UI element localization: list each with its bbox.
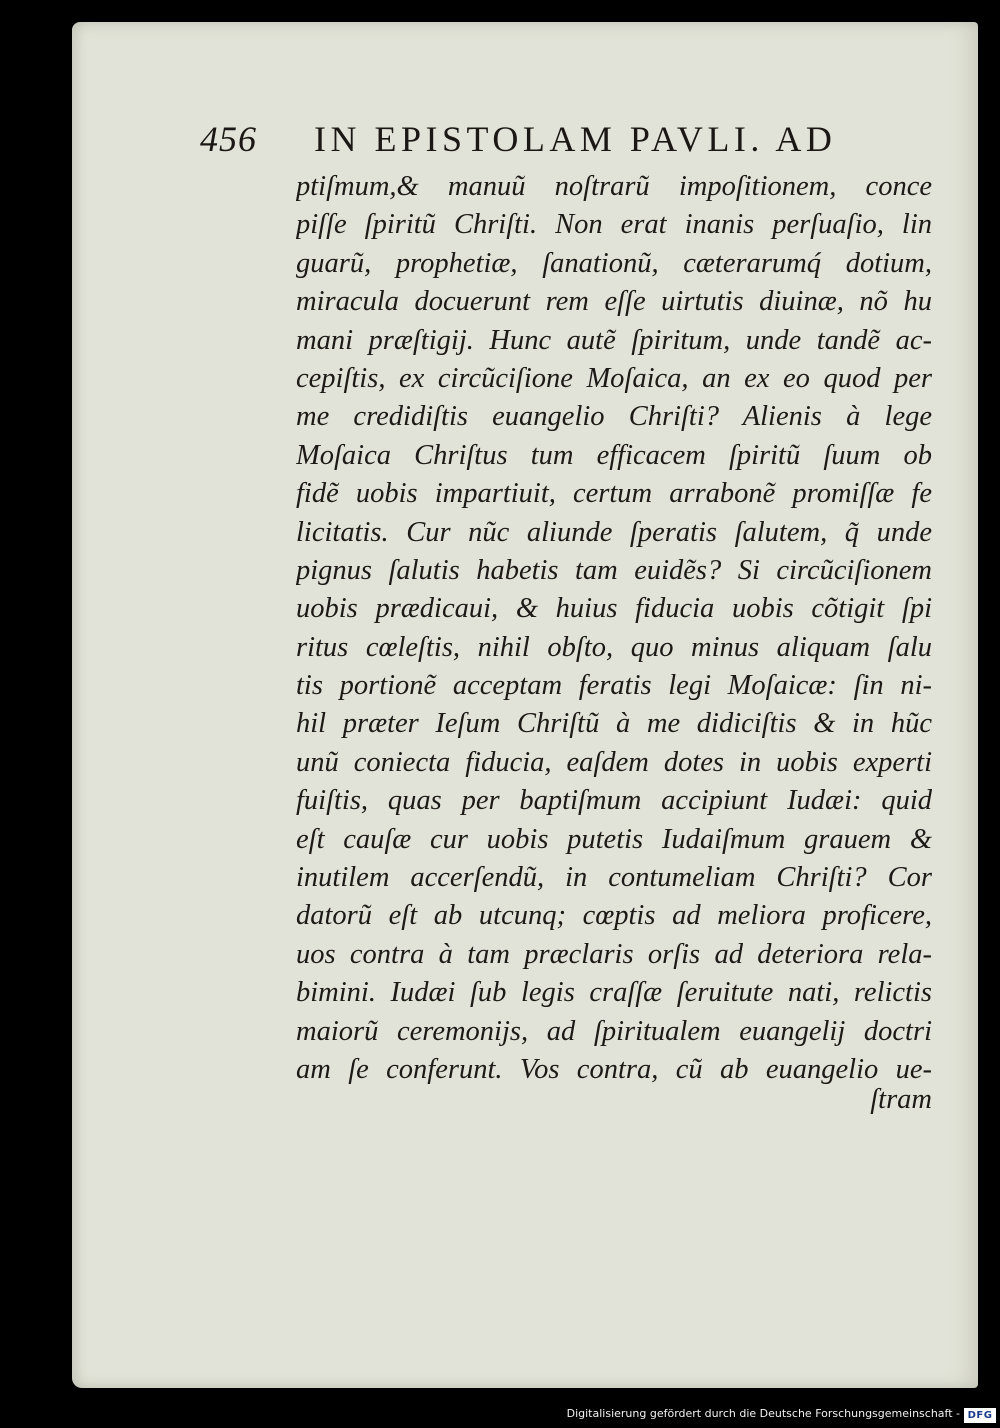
text-line: licitatis. Cur nũc aliunde ſperatis ſalutem, q̃ unde <box>296 516 932 548</box>
text-line: miracula docuerunt rem eſſe uirtutis diuinæ, nõ hu <box>296 286 932 318</box>
text-line: maiorũ ceremonijs, ad ſpiritualem euangelij doctri <box>296 1015 932 1047</box>
text-line: uos contra à tam præclaris orſis ad deteriora rela- <box>296 938 932 970</box>
running-head: IN EPISTOLAM PAVLI. AD <box>314 119 837 159</box>
text-line: piſſe ſpiritũ Chriſti. Non erat inanis perſuaſio, lin <box>296 209 932 241</box>
page-number: 456 <box>200 119 257 159</box>
body-text <box>296 168 932 1089</box>
text-line: uobis prædicaui, & huius fiducia uobis cõtigit ſpi <box>296 593 932 625</box>
text-line: cepiſtis, ex circũciſione Moſaica, an ex eo quod per <box>296 362 932 394</box>
text-line: guarũ, prophetiæ, ſanationũ, cæterarumq́ dotium, <box>296 247 932 279</box>
text-line: unũ coniecta fiducia, eaſdem dotes in uobis experti <box>296 746 932 778</box>
text-line: bimini. Iudæi ſub legis craſſæ ſeruitute nati, relictis <box>296 977 932 1009</box>
text-line: inutilem accerſendũ, in contumeliam Chriſti? Cor <box>296 862 932 894</box>
dfg-logo-icon: DFG <box>964 1408 996 1423</box>
text-line: fuiſtis, quas per baptiſmum accipiunt Iudæi: quid <box>296 785 932 817</box>
catchword: ſtram <box>870 1084 932 1115</box>
text-line: eſt cauſæ cur uobis putetis Iudaiſmum grauem & <box>296 823 932 855</box>
text-line: hil præter Ieſum Chriſtũ à me didiciſtis & in hũc <box>296 708 932 740</box>
digitization-credit: Digitalisierung gefördert durch die Deutsche Forschungsgemeinschaft - <box>566 1407 960 1420</box>
text-line: ritus cœleſtis, nihil obſto, quo minus aliquam ſalu <box>296 631 932 663</box>
text-line: am ſe conferunt. Vos contra, cũ ab euangelio ue- <box>296 1053 932 1085</box>
text-line: mani præſtigij. Hunc autẽ ſpiritum, unde tandẽ ac- <box>296 324 932 356</box>
text-line: tis portionẽ acceptam feratis legi Moſaicæ: ſin ni- <box>296 670 932 702</box>
text-line: ptiſmum,& manuũ noſtrarũ impoſitionem, conce <box>296 171 932 202</box>
text-line: fidẽ uobis impartiuit, certum arrabonẽ promiſſæ fe <box>296 478 932 510</box>
text-line: Moſaica Chriſtus tum efficacem ſpiritũ ſuum ob <box>296 439 932 471</box>
footer-bar <box>0 1404 1000 1428</box>
page-header <box>200 118 920 162</box>
text-line: pignus ſalutis habetis tam euidẽs? Si circũciſionem <box>296 554 932 586</box>
text-line: datorũ eſt ab utcunq; cœptis ad meliora proficere, <box>296 900 932 932</box>
text-line: me credidiſtis euangelio Chriſti? Alienis à lege <box>296 401 932 433</box>
